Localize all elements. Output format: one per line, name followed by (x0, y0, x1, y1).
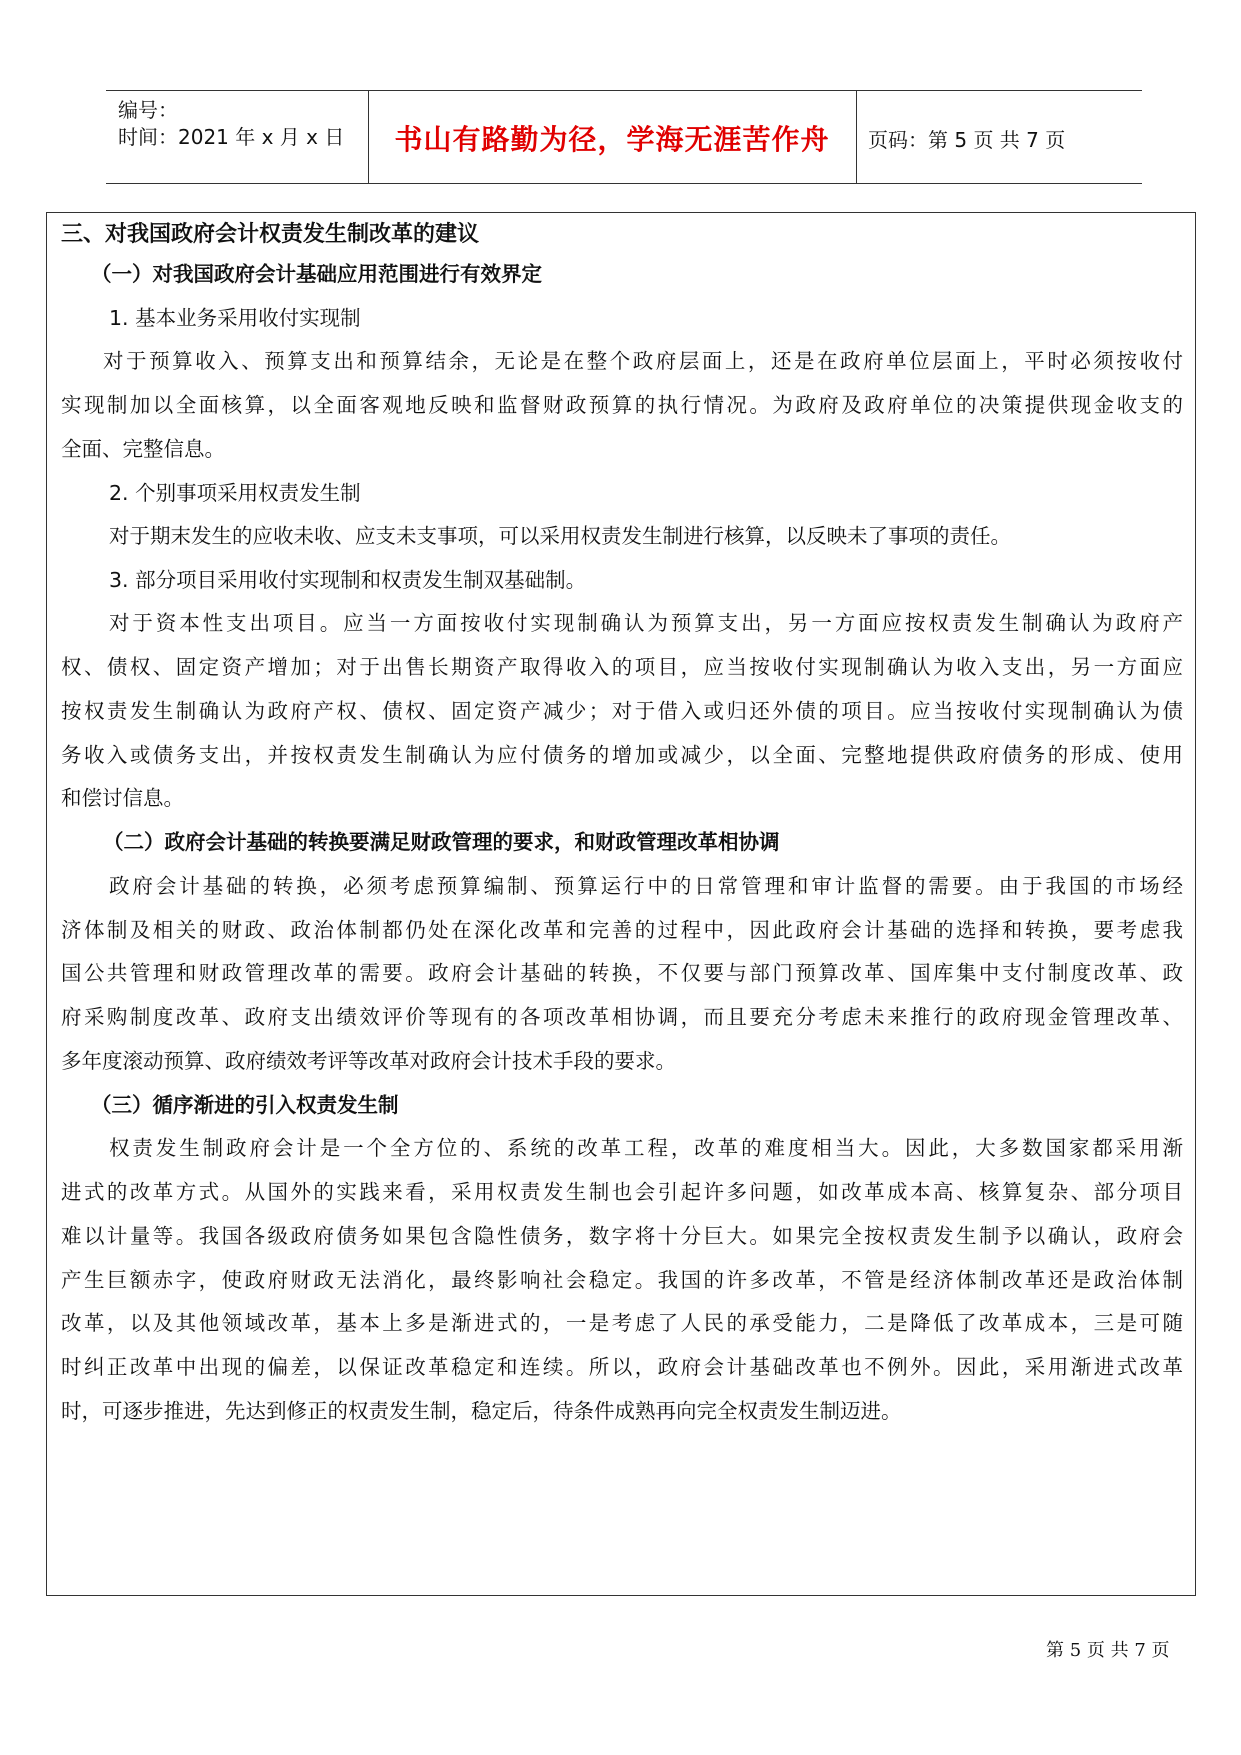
document-time: 时间：2021 年 x 月 x 日 (118, 125, 345, 149)
paragraph-line: 对于预算收入、预算支出和预算结余，无论是在整个政府层面上，还是在政府单位层面上，平时必须按收付 (103, 349, 1183, 373)
paragraph-line: 全面、完整信息。 (61, 437, 225, 461)
paragraph-line: 按权责发生制确认为政府产权、债权、固定资产减少；对于借入或归还外债的项目。应当按收付实现制确认为债 (61, 699, 1183, 723)
header-page-number: 页码：第 5 页 共 7 页 (868, 128, 1066, 152)
header-motto-cell (368, 91, 857, 183)
paragraph-line: 和偿讨信息。 (61, 786, 184, 810)
paragraph-line: 政府会计基础的转换，必须考虑预算编制、预算运行中的日常管理和审计监督的需要。由于我国的市场经 (109, 874, 1183, 898)
paragraph-line: 济体制及相关的财政、政治体制都仍处在深化改革和完善的过程中，因此政府会计基础的选择和转换，要考虑我 (61, 918, 1183, 942)
paragraph-line: 进式的改革方式。从国外的实践来看，采用权责发生制也会引起许多问题，如改革成本高、核算复杂、部分项目 (61, 1180, 1183, 1204)
header-motto: 书山有路勤为径，学海无涯苦作舟 (394, 123, 830, 156)
paragraph-line: 时纠正改革中出现的偏差，以保证改革稳定和连续。所以，政府会计基础改革也不例外。因此，采用渐进式改革 (61, 1355, 1183, 1379)
item-heading-3: 3. 部分项目采用收付实现制和权责发生制双基础制。 (109, 568, 587, 592)
item-heading-2: 2. 个别事项采用权责发生制 (109, 481, 361, 505)
content-box (46, 212, 1196, 1596)
paragraph-line: 国公共管理和财政管理改革的需要。政府会计基础的转换，不仅要与部门预算改革、国库集中支付制度改革、政 (61, 961, 1183, 985)
subheading-2: （二）政府会计基础的转换要满足财政管理的要求，和财政管理改革相协调 (103, 830, 780, 854)
subheading-3: （三）循序渐进的引入权责发生制 (91, 1093, 399, 1117)
header-meta-cell (106, 91, 369, 183)
paragraph-line: 多年度滚动预算、政府绩效考评等改革对政府会计技术手段的要求。 (61, 1049, 676, 1073)
paragraph-line: 权责发生制政府会计是一个全方位的、系统的改革工程，改革的难度相当大。因此，大多数国家都采用渐 (109, 1136, 1183, 1160)
section-heading: 三、对我国政府会计权责发生制改革的建议 (61, 222, 480, 247)
subheading-1: （一）对我国政府会计基础应用范围进行有效界定 (91, 262, 542, 286)
item-heading-1: 1. 基本业务采用收付实现制 (109, 306, 361, 330)
document-number-label: 编号： (118, 98, 178, 122)
paragraph-line: 改革，以及其他领域改革，基本上多是渐进式的，一是考虑了人民的承受能力，二是降低了改革成本，三是可随 (61, 1311, 1183, 1335)
paragraph-line: 府采购制度改革、政府支出绩效评价等现有的各项改革相协调，而且要充分考虑未来推行的政府现金管理改革、 (61, 1005, 1183, 1029)
paragraph-line: 对于资本性支出项目。应当一方面按收付实现制确认为预算支出，另一方面应按权责发生制确认为政府产 (109, 611, 1183, 635)
paragraph-line: 实现制加以全面核算，以全面客观地反映和监督财政预算的执行情况。为政府及政府单位的决策提供现金收支的 (61, 393, 1183, 417)
header-page-cell (856, 91, 1142, 183)
page-footer: 第 5 页 共 7 页 (1046, 1640, 1170, 1661)
paragraph-line: 对于期末发生的应收未收、应支未支事项，可以采用权责发生制进行核算，以反映未了事项的责任。 (109, 524, 1011, 548)
page-header (106, 90, 1142, 184)
paragraph-line: 权、债权、固定资产增加；对于出售长期资产取得收入的项目，应当按收付实现制确认为收入支出，另一方面应 (61, 655, 1183, 679)
paragraph-line: 务收入或债务支出，并按权责发生制确认为应付债务的增加或减少，以全面、完整地提供政府债务的形成、使用 (61, 743, 1183, 767)
paragraph-line: 难以计量等。我国各级政府债务如果包含隐性债务，数字将十分巨大。如果完全按权责发生制予以确认，政府会 (61, 1224, 1183, 1248)
paragraph-line: 产生巨额赤字，使政府财政无法消化，最终影响社会稳定。我国的许多改革，不管是经济体制改革还是政治体制 (61, 1268, 1183, 1292)
paragraph-line: 时，可逐步推进，先达到修正的权责发生制，稳定后，待条件成熟再向完全权责发生制迈进。 (61, 1399, 902, 1423)
